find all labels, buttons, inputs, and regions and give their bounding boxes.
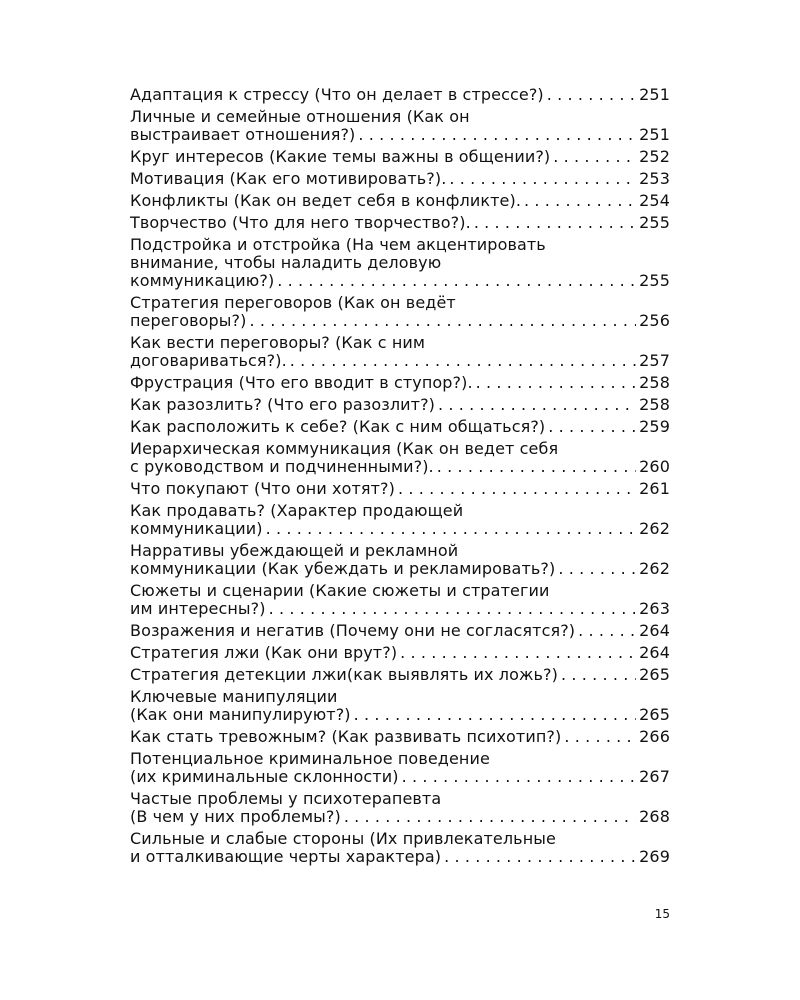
dot-leader [277,272,636,290]
toc-entry-title-line: и отталкивающие черты характера) [130,847,442,866]
toc-entry-title-line: Возражения и негатив (Почему они не согласятся?) [130,621,576,640]
toc-entry-title-line: коммуникацию?) [130,271,275,290]
toc-entry-title-line: переговоры?) [130,311,247,330]
dot-leader [547,86,636,104]
dot-leader [402,768,637,786]
toc-entry [130,374,670,392]
toc-entry-title-line: Стратегия лжи (Как они врут?) [130,643,398,662]
toc-entry-last-line [130,126,670,144]
toc-entry-page: 269 [639,847,670,866]
toc-entry-page: 251 [639,125,670,144]
toc-entry-page: 255 [639,213,670,232]
toc-entry-page: 251 [639,85,670,104]
toc-entry-title-line: коммуникации) [130,519,263,538]
toc-entry-last-line [130,458,670,476]
dot-leader [553,148,636,166]
toc-entry-last-line [130,170,670,188]
dot-leader [269,600,637,618]
toc-entry-title-line: Фрустрация (Что его вводит в ступор?). [130,373,473,392]
toc-entry-title-line: (В чем у них проблемы?) [130,807,341,826]
toc-entry-title-line: коммуникации (Как убеждать и рекламировать?) [130,559,556,578]
toc-entry-page: 253 [639,169,670,188]
toc-entry-title-line: Конфликты (Как он ведет себя в конфликте). [130,191,522,210]
toc-entry-last-line [130,768,670,786]
toc-entry-title-line: Как продавать? (Характер продающей [130,501,464,520]
toc-entry-page: 265 [639,705,670,724]
toc-entry-title-line: Частые проблемы у психотерапевта [130,789,442,808]
toc-entry [130,622,670,640]
toc-entry [130,192,670,210]
dot-leader [578,622,636,640]
toc-entry-title-line: Как расположить к себе? (Как с ним общаться?) [130,417,546,436]
toc-entry-title-line: Как стать тревожным? (Как развивать психотип?) [130,727,562,746]
toc-entry [130,418,670,436]
toc-entry-page: 258 [639,395,670,414]
toc-entry [130,542,670,578]
toc-entry-title-line: Сильные и слабые стороны (Их привлекательные [130,829,556,848]
toc-entry-page: 254 [639,191,670,210]
toc-entry [130,294,670,330]
toc-entry-page: 264 [639,643,670,662]
dot-leader [438,396,636,414]
toc-entry-title-line: Что покупают (Что они хотят?) [130,479,395,498]
toc-entry-last-line [130,848,670,866]
toc-entry [130,236,670,290]
toc-entry-title-line: (их криминальные склонности) [130,767,399,786]
toc-entry [130,728,670,746]
toc-entry [130,644,670,662]
toc-entry [130,830,670,866]
toc-entry-title-line: внимание, чтобы наладить деловую [130,253,442,272]
table-of-contents [130,86,670,870]
toc-entry-last-line [130,728,670,746]
toc-entry-last-line [130,192,670,210]
dot-leader [524,192,636,210]
toc-entry [130,334,670,370]
toc-entry [130,108,670,144]
dot-leader [476,374,637,392]
toc-entry-last-line [130,706,670,724]
toc-entry-title-line: им интересны?) [130,599,266,618]
toc-entry-last-line [130,480,670,498]
page-number: 15 [654,907,670,921]
dot-leader [558,560,636,578]
toc-entry-last-line [130,86,670,104]
dot-leader [444,848,636,866]
toc-entry [130,582,670,618]
toc-entry-page: 264 [639,621,670,640]
dot-leader [354,706,637,724]
toc-entry [130,750,670,786]
toc-entry [130,86,670,104]
toc-entry-page: 258 [639,373,670,392]
toc-entry-title-line: Личные и семейные отношения (Как он [130,107,470,126]
dot-leader [449,170,636,188]
toc-entry-page: 252 [639,147,670,166]
toc-entry-page: 265 [639,665,670,684]
dot-leader [474,214,636,232]
toc-entry-last-line [130,622,670,640]
toc-entry [130,440,670,476]
toc-entry [130,214,670,232]
toc-entry-title-line: Творчество (Что для него творчество?). [130,213,471,232]
dot-leader [437,458,636,476]
dot-leader [290,352,636,370]
toc-entry-last-line [130,808,670,826]
toc-entry-title-line: договариваться?). [130,351,287,370]
toc-entry-title-line: выстраивает отношения?) [130,125,356,144]
dot-leader [266,520,637,538]
toc-entry-last-line [130,214,670,232]
toc-entry-last-line [130,520,670,538]
toc-entry-page: 268 [639,807,670,826]
toc-entry [130,396,670,414]
toc-entry-last-line [130,148,670,166]
toc-entry-page: 261 [639,479,670,498]
toc-entry-page: 256 [639,311,670,330]
toc-entry-title-line: Ключевые манипуляции [130,687,338,706]
toc-entry-title-line: Потенциальное криминальное поведение [130,749,490,768]
dot-leader [398,480,636,498]
toc-entry [130,688,670,724]
toc-entry [130,170,670,188]
dot-leader [344,808,636,826]
toc-entry-title-line: Стратегия детекции лжи(как выявлять их ложь?) [130,665,558,684]
toc-entry [130,666,670,684]
toc-entry-page: 260 [639,457,670,476]
dot-leader [400,644,636,662]
toc-entry-page: 257 [639,351,670,370]
toc-entry-last-line [130,272,670,290]
toc-entry-last-line [130,560,670,578]
toc-entry-last-line [130,418,670,436]
toc-entry-title-line: Круг интересов (Какие темы важны в общении?) [130,147,551,166]
toc-entry-page: 262 [639,559,670,578]
toc-entry-title-line: Как разозлить? (Что его разозлит?) [130,395,436,414]
toc-entry [130,148,670,166]
toc-entry-last-line [130,352,670,370]
toc-entry-page: 266 [639,727,670,746]
toc-entry-last-line [130,312,670,330]
dot-leader [548,418,636,436]
toc-entry [130,790,670,826]
toc-entry-title-line: Сюжеты и сценарии (Какие сюжеты и стратегии [130,581,550,600]
toc-entry-title-line: Мотивация (Как его мотивировать?). [130,169,447,188]
toc-entry-title-line: Адаптация к стрессу (Что он делает в стрессе?) [130,85,544,104]
dot-leader [249,312,636,330]
toc-entry-title-line: Нарративы убеждающей и рекламной [130,541,459,560]
toc-entry-title-line: (Как они манипулируют?) [130,705,351,724]
toc-entry-page: 267 [639,767,670,786]
toc-entry-page: 255 [639,271,670,290]
toc-entry [130,480,670,498]
toc-entry-title-line: с руководством и подчиненными?). [130,457,434,476]
toc-entry-title-line: Стратегия переговоров (Как он ведёт [130,293,456,312]
toc-entry-page: 263 [639,599,670,618]
toc-entry-last-line [130,396,670,414]
toc-entry [130,502,670,538]
toc-entry-title-line: Иерархическая коммуникация (Как он ведет себя [130,439,559,458]
dot-leader [561,666,636,684]
toc-entry-last-line [130,374,670,392]
toc-entry-last-line [130,644,670,662]
dot-leader [564,728,636,746]
toc-entry-title-line: Как вести переговоры? (Как с ним [130,333,426,352]
toc-entry-page: 259 [639,417,670,436]
toc-entry-page: 262 [639,519,670,538]
toc-entry-title-line: Подстройка и отстройка (На чем акцентировать [130,235,546,254]
toc-entry-last-line [130,666,670,684]
toc-entry-last-line [130,600,670,618]
dot-leader [358,126,636,144]
